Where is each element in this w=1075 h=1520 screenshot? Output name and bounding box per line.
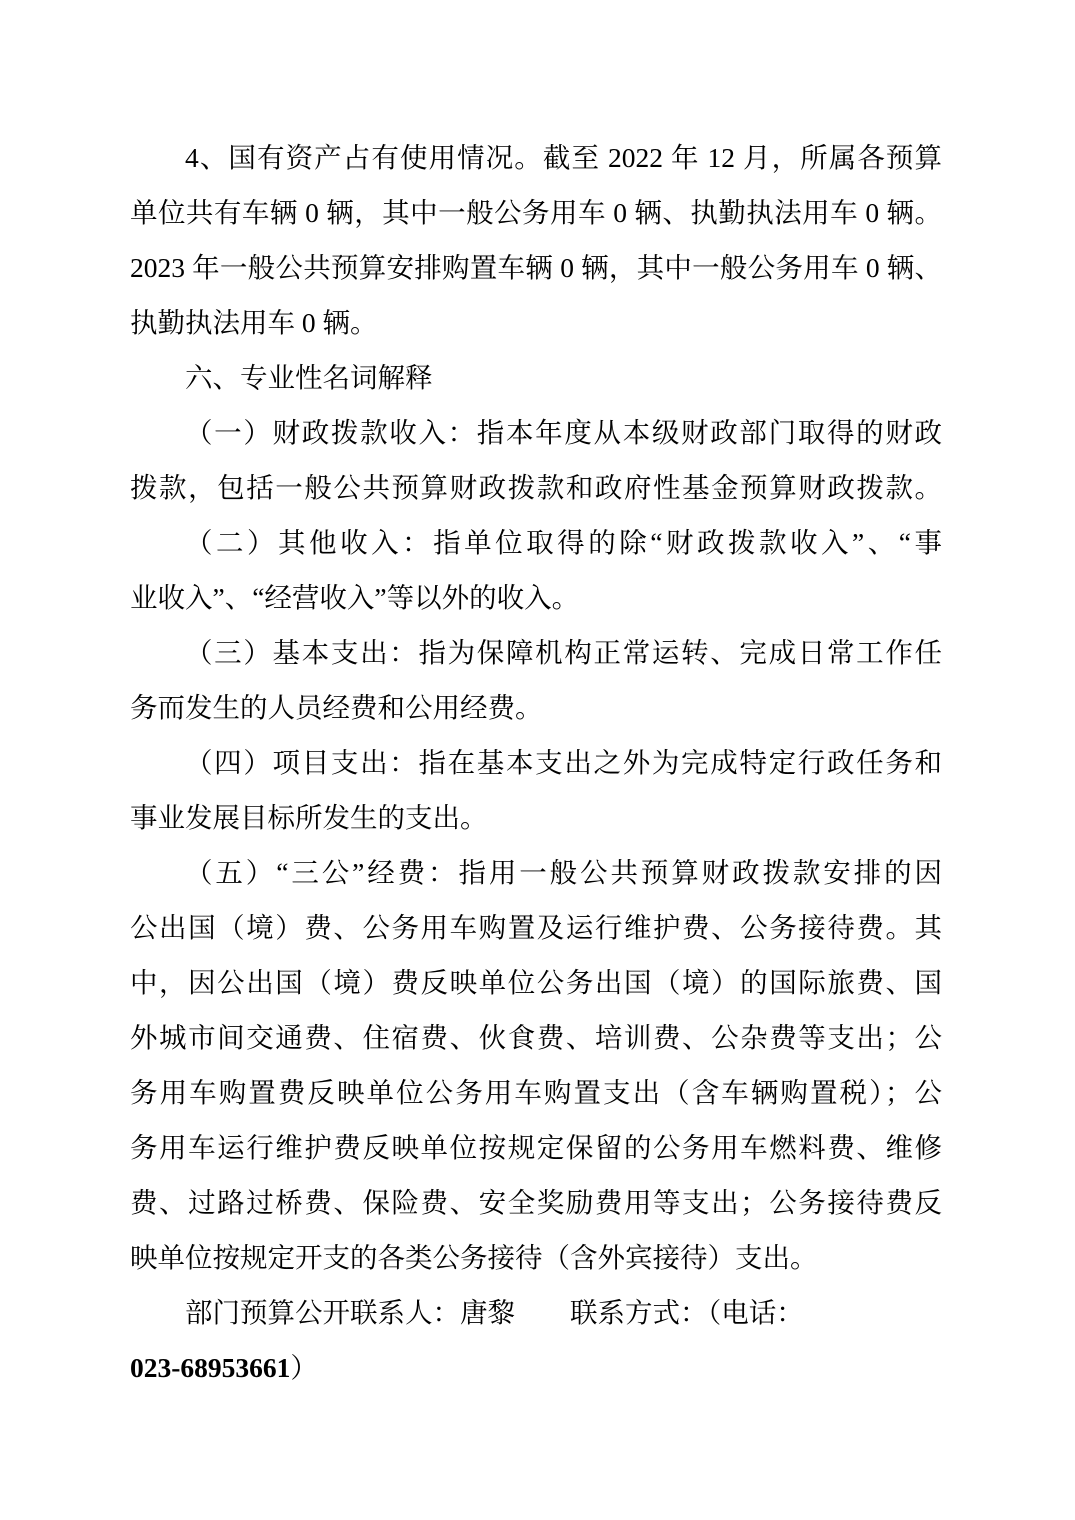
section-heading: 六、专业性名词解释 [185,362,433,393]
document-body [130,130,942,1395]
text-line: 2023 年一般公共预算安排购置车辆 0 辆，其中一般公务用车 0 辆、 [130,252,942,283]
text-line: （二）其他收入：指单位取得的除“财政拨款收入”、“事 [185,527,942,558]
text-line: 4、国有资产占有使用情况。截至 2022 年 12 月，所属各预算 [185,142,942,173]
phone-number: 023-68953661 [130,1352,291,1383]
paragraph-term-other-income [130,515,942,625]
text-line: 执勤执法用车 0 辆。 [130,307,378,338]
contact-line: 部门预算公开联系人：唐黎 联系方式：（电话： [185,1297,804,1328]
text-line: 公出国（境）费、公务用车购置及运行维护费、公务接待费。其 [130,912,942,943]
closing-paren: ） [290,1352,318,1383]
contact-phone-line [130,1340,942,1395]
text-line: 映单位按规定开支的各类公务接待（含外宾接待）支出。 [130,1242,818,1273]
paragraph-assets-usage [130,130,942,350]
text-line: 业收入”、“经营收入”等以外的收入。 [130,582,580,613]
text-line: 务用车购置费反映单位公务用车购置支出（含车辆购置税）；公 [130,1077,942,1108]
text-line: 中，因公出国（境）费反映单位公务出国（境）的国际旅费、国 [130,967,942,998]
text-line: 外城市间交通费、住宿费、伙食费、培训费、公杂费等支出；公 [130,1022,942,1053]
paragraph-term-three-public-funds [130,845,942,1285]
text-line: 务而发生的人员经费和公用经费。 [130,692,543,723]
text-line: 务用车运行维护费反映单位按规定保留的公务用车燃料费、维修 [130,1132,942,1163]
text-line: （四）项目支出：指在基本支出之外为完成特定行政任务和 [185,747,942,778]
text-line: 单位共有车辆 0 辆，其中一般公务用车 0 辆、执勤执法用车 0 辆。 [130,197,942,228]
paragraph-terms-section-title [130,350,942,405]
paragraph-term-fiscal-appropriation-income [130,405,942,515]
text-line: （五）“三公”经费：指用一般公共预算财政拨款安排的因 [185,857,942,888]
paragraph-contact-info [130,1285,942,1395]
text-line: 费、过路过桥费、保险费、安全奖励费用等支出；公务接待费反 [130,1187,942,1218]
text-line: 拨款，包括一般公共预算财政拨款和政府性基金预算财政拨款。 [130,472,942,503]
text-line: （一）财政拨款收入：指本年度从本级财政部门取得的财政 [185,417,942,448]
text-line: 事业发展目标所发生的支出。 [130,802,488,833]
text-line: （三）基本支出：指为保障机构正常运转、完成日常工作任 [185,637,942,668]
paragraph-term-project-expenditure [130,735,942,845]
paragraph-term-basic-expenditure [130,625,942,735]
